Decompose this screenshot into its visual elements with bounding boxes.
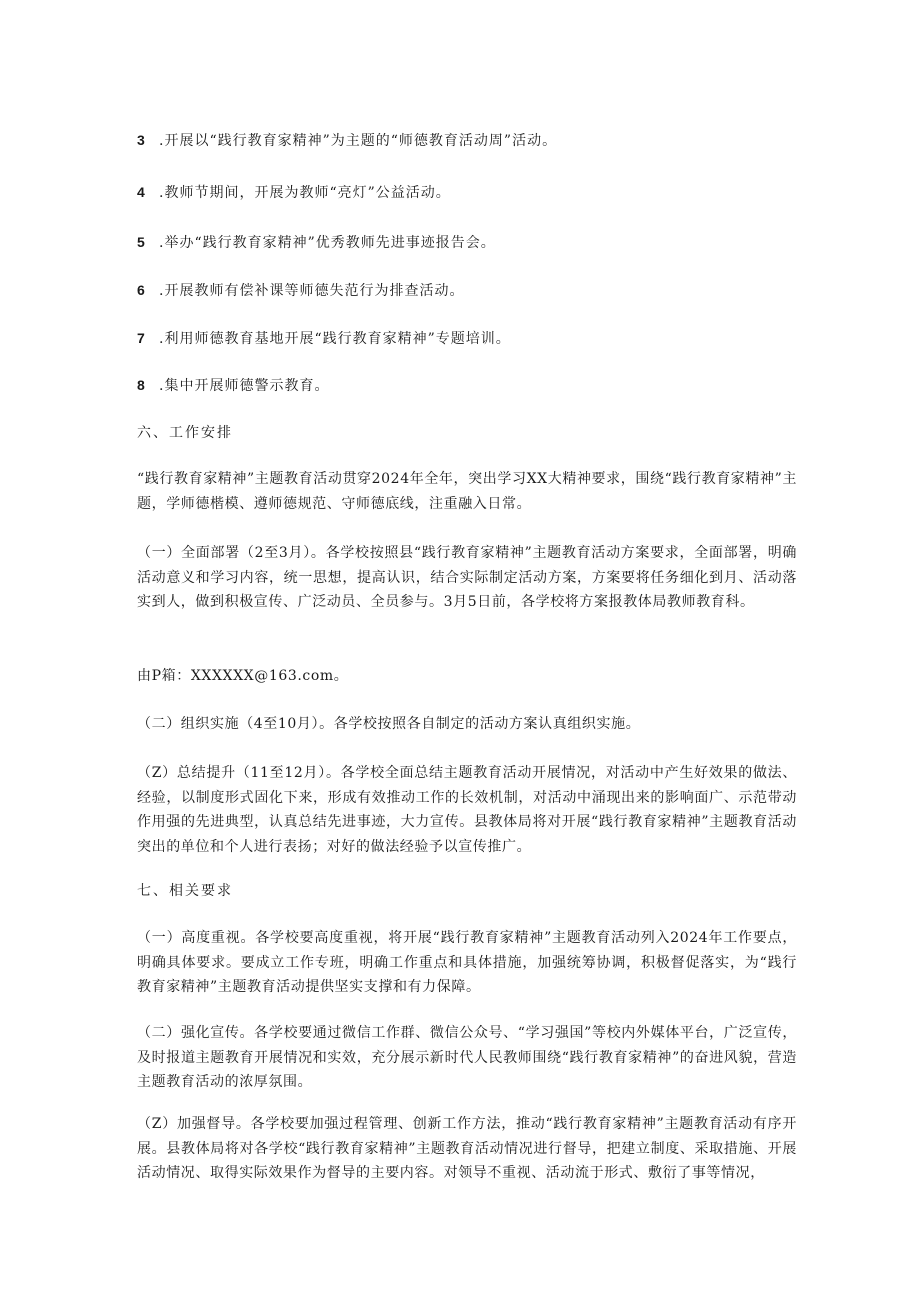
email-line: 由P箱：XXXXXX@163.com。 — [137, 668, 349, 684]
list-item-text: .教师节期间，开展为教师“亮灯”公益活动。 — [159, 185, 451, 201]
list-item-number: 3 — [137, 132, 146, 148]
paragraph: （一）高度重视。各学校要高度重视，将开展“践行教育家精神”主题教育活动列入2024年工作要点，明确具体要求。要成立工作专班，明确工作重点和具体措施，加强统筹协调，积极督促落实，为“践行教育家精神”主题教育活动提供坚实支撑和有力保障。 — [137, 930, 797, 995]
paragraph: （Z）加强督导。各学校要加强过程管理、创新工作方法，推动“践行教育家精神”主题教育活动有序开展。县教体局将对各学校“践行教育家精神”主题教育活动情况进行督导，把建立制度、采取措施、开展活动情况、取得实际效果作为督导的主要内容。对领导不重视、活动流于形式、敷衍了事等情况， — [137, 1116, 797, 1181]
list-item — [137, 182, 451, 203]
list-item — [137, 328, 511, 349]
list-item-text: .举办“践行教育家精神”优秀教师先进事迹报告会。 — [159, 235, 496, 251]
paragraph: （二）强化宣传。各学校要通过微信工作群、微信公众号、“学习强国”等校内外媒体平台，广泛宣传，及时报道主题教育开展情况和实效，充分展示新时代人民教师围绕“践行教育家精神”的奋进风貌，营造主题教育活动的浓厚氛围。 — [137, 1025, 797, 1090]
list-item-text: .开展教师有偿补课等师德失范行为排查活动。 — [159, 283, 465, 299]
list-item-number: 5 — [137, 234, 146, 250]
paragraph: （二）组织实施（4至10月）。各学校按照各自制定的活动方案认真组织实施。 — [137, 716, 641, 732]
list-item-text: .集中开展师德警示教育。 — [159, 378, 330, 394]
list-item-number: 7 — [137, 330, 146, 346]
list-item — [137, 232, 496, 253]
list-item-number: 6 — [137, 282, 146, 298]
section-heading: 七、相关要求 — [137, 883, 233, 899]
list-item — [137, 130, 557, 151]
paragraph: （一）全面部署（2至3月）。各学校按照县“践行教育家精神”主题教育活动方案要求，全面部署，明确活动意义和学习内容，统一思想，提高认识，结合实际制定活动方案，方案要将任务细化到月、活动落实到人，做到积极宣传、广泛动员、全员参与。3月5日前，各学校将方案报教体局教师教育科。 — [137, 545, 797, 610]
paragraph: “践行教育家精神”主题教育活动贯穿2024年全年，突出学习XX大精神要求，围绕“践行教育家精神”主题，学师德楷模、遵师德规范、守师德底线，注重融入日常。 — [137, 471, 797, 512]
list-item-text: .开展以“践行教育家精神”为主题的“师德教育活动周”活动。 — [159, 133, 558, 149]
section-heading: 六、工作安排 — [137, 425, 233, 441]
paragraph: （Z）总结提升（11至12月）。各学校全面总结主题教育活动开展情况，对活动中产生好效果的做法、经验，以制度形式固化下来，形成有效推动工作的长效机制，对活动中涌现出来的影响面广、示范带动作用强的先进典型，认真总结先进事迹，大力宣传。县教体局将对开展“践行教育家精神”主题教育活动突出的单位和个人进行表扬；对好的做法经验予以宣传推广。 — [137, 765, 797, 855]
list-item-number: 8 — [137, 377, 146, 393]
list-item — [137, 375, 329, 396]
list-item — [137, 280, 464, 301]
list-item-number: 4 — [137, 184, 146, 200]
list-item-text: .利用师德教育基地开展“践行教育家精神”专题培训。 — [159, 331, 511, 347]
